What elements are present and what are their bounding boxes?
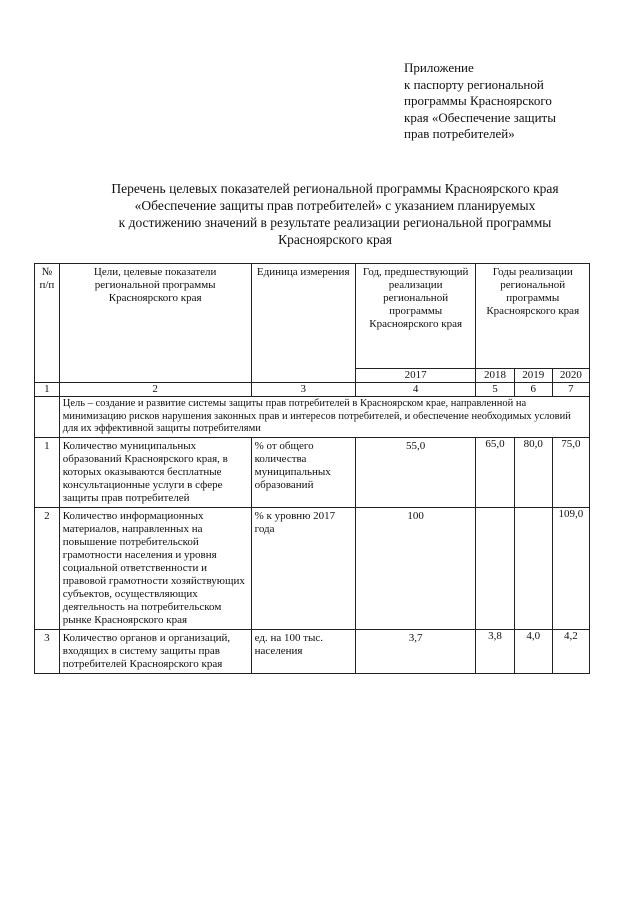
row-num: 1 (35, 437, 60, 507)
row-value-2017: 100 (355, 507, 476, 629)
col-number: 1 (35, 383, 60, 397)
row-value-2017: 3,7 (355, 629, 476, 673)
row-unit: ед. на 100 тыс. населения (251, 629, 355, 673)
appendix-line: программы Красноярского (404, 93, 552, 108)
row-value-2018 (476, 507, 514, 629)
row-value-2018: 65,0 (476, 437, 514, 507)
row-value-2017: 55,0 (355, 437, 476, 507)
title-line: «Обеспечение защиты прав потребителей» с указанием планируемых (134, 198, 536, 213)
header-num: № п/п (35, 264, 60, 383)
header-goals: Цели, целевые показатели региональной программы Красноярского края (59, 264, 251, 383)
row-num: 3 (35, 629, 60, 673)
row-value-2020: 4,2 (552, 629, 589, 673)
row-value-2020: 75,0 (552, 437, 589, 507)
row-num: 2 (35, 507, 60, 629)
appendix-line: к паспорту региональной (404, 76, 544, 92)
appendix-note (404, 60, 624, 143)
title-line: к достижению значений в результате реализации региональной программы (118, 215, 552, 230)
col-number: 5 (476, 383, 514, 397)
col-number: 4 (355, 383, 476, 397)
header-prev-year: Год, предшествующий реализации региональной программы Красноярского края (355, 264, 476, 369)
header-years-group: Годы реализации региональной программы Красноярского края (476, 264, 590, 369)
row-value-2019 (514, 507, 552, 629)
column-numbers-row (35, 383, 590, 397)
indicators-table (34, 263, 590, 674)
row-indicator: Количество органов и организаций, входящих в систему защиты прав потребителей Красноярского края (59, 629, 251, 673)
table-row (35, 507, 590, 629)
title-line: Красноярского края (278, 232, 392, 247)
col-number: 3 (251, 383, 355, 397)
row-value-2020: 109,0 (552, 507, 589, 629)
header-year-2020: 2020 (552, 369, 589, 383)
header-year-2017: 2017 (355, 369, 476, 383)
appendix-line: края «Обеспечение защиты (404, 109, 556, 125)
appendix-line: прав потребителей» (404, 126, 515, 141)
col-number: 2 (59, 383, 251, 397)
goal-num-cell (35, 397, 60, 438)
goal-row (35, 397, 590, 438)
goal-text: Цель – создание и развитие системы защиты прав потребителей в Красноярском крае, направленной на минимизацию рисков нарушения законных прав и интересов потребителей, и обеспечение необходимых условий для их эффективной защиты потребителями (59, 397, 589, 438)
table-row (35, 437, 590, 507)
table-row (35, 629, 590, 673)
col-number: 6 (514, 383, 552, 397)
row-value-2018: 3,8 (476, 629, 514, 673)
header-row (35, 264, 590, 369)
header-year-2018: 2018 (476, 369, 514, 383)
document-title (60, 180, 610, 248)
row-indicator: Количество муниципальных образований Красноярского края, в которых оказываются бесплатные консультационные услуги в сфере защиты прав потребителей (59, 437, 251, 507)
col-number: 7 (552, 383, 589, 397)
row-indicator: Количество информационных материалов, направленных на повышение потребительской грамотности населения и уровня социальной ответственности и правовой грамотности хозяйствующих субъектов, осуществляющих деятельность на потребительском рынке Красноярского края (59, 507, 251, 629)
row-value-2019: 4,0 (514, 629, 552, 673)
header-unit: Единица измерения (251, 264, 355, 383)
header-year-2019: 2019 (514, 369, 552, 383)
row-unit: % к уровню 2017 года (251, 507, 355, 629)
title-line: Перечень целевых показателей региональной программы Красноярского края (111, 181, 559, 196)
appendix-line: Приложение (404, 60, 474, 75)
row-unit: % от общего количества муниципальных образований (251, 437, 355, 507)
row-value-2019: 80,0 (514, 437, 552, 507)
